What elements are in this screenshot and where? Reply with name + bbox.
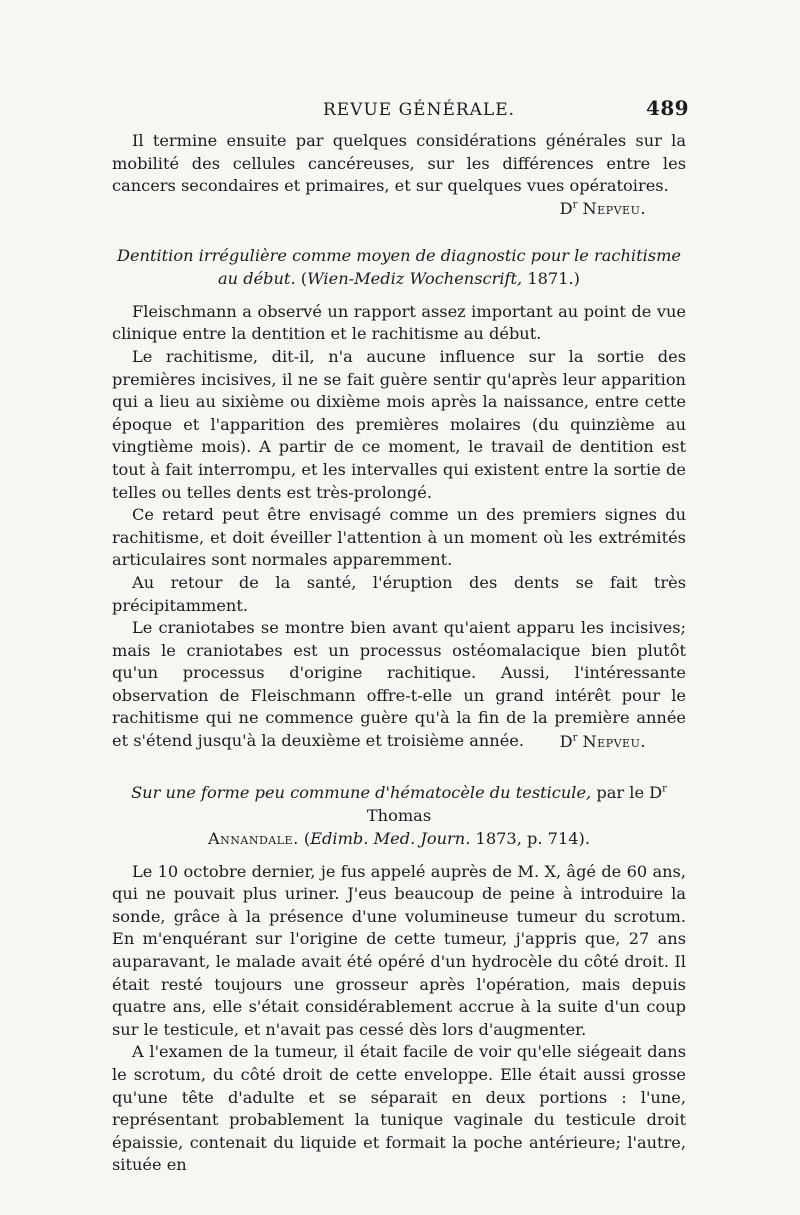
article2-title-source-open: ( (300, 268, 308, 288)
signature-prefix: D (559, 731, 573, 751)
article2-paragraph-1: Fleischmann a observé un rapport assez important au point de vue clinique entre la dentition et le rachitisme au début. (112, 301, 686, 344)
signature-name: Nepveu. (582, 731, 646, 751)
article2-paragraph-3: Ce retard peut être envisagé comme un des premiers signes du rachitisme, et doit éveiller l'attention à un moment où les extrémités articulaires sont normales apparemment. (112, 505, 686, 570)
article3-title-italic: Sur une forme peu commune d'hématocèle du testicule, (131, 782, 592, 802)
page-header (112, 96, 689, 120)
section1-paragraph: Il termine ensuite par quelques considérations générales sur la mobilité des cellules cancéreuses, sur les différences entre les cancers secondaires et primaires, et sur quelques vues opératoires. (112, 131, 686, 196)
signature-prefix: D (559, 198, 573, 218)
article2-title-line1: Dentition irrégulière comme moyen de diagnostic pour le rachitisme (116, 245, 682, 265)
article3-title-line2 (112, 827, 686, 850)
article3-title-source-rest: 1873, p. 714). (475, 828, 591, 848)
article3-title-source: Edimb. Med. Journ. (310, 828, 471, 848)
article3-paragraph-2: A l'examen de la tumeur, il était facile de voir qu'elle siégeait dans le scrotum, du côté droit de cette enveloppe. Elle était aussi grosse qu'une tête d'adulte et se séparait en deux portions : l'une, représentant probablement la tunique vaginale du testicule droit épaissie, contenait du liquide et formait la poche antérieure; l'autre, située en (112, 1042, 686, 1175)
article2-paragraph-4: Au retour de la santé, l'éruption des dents se fait très précipitamment. (112, 572, 686, 615)
article2-title-line2 (112, 267, 686, 290)
article3-title-author-last: Annandale. (207, 828, 299, 848)
article3-title-sup: r (662, 783, 667, 795)
article2-title (112, 244, 686, 290)
page-number: 489 (646, 96, 689, 120)
article3-title-by: par le D (596, 782, 663, 802)
signature-sup: r (572, 732, 578, 744)
article3-title-source-open: ( (303, 828, 311, 848)
article2-paragraph-2: Le rachitisme, dit-il, n'a aucune influence sur la sortie des premières incisives, il ne se fait guère sentir qu'après leur apparition qui a lieu au sixième ou dixième mois après la naissance, entre cette époque et l'apparition des premières molaires (du quinzième au vingtième mois). A partir de ce moment, le travail de dentition est tout à fait interrompu, et les intervalles qui existent entre la sortie de telles ou telles dents est très-prolongé. (112, 346, 686, 502)
article2-title-source: Wien-Mediz Wochenscrift, (307, 268, 523, 288)
article3-paragraph-1: Le 10 octobre dernier, je fus appelé auprès de M. X, âgé de 60 ans, qui ne pouvait plus uriner. J'eus beaucoup de peine à introduire la sonde, grâce à la présence d'une volumineuse tumeur du scrotum. En m'enquérant sur l'origine de cette tumeur, j'appris que, 27 ans auparavant, le malade avait été opéré d'un hydrocèle du côté droit. Il était resté toujours une grosseur après l'opération, mais depuis quatre ans, elle s'était considérablement accrue à la suite d'un coup sur le testicule, et n'avait pas cessé dès lors d'augmenter. (112, 861, 686, 1039)
section1-signature (112, 198, 686, 220)
article3-title-line1 (112, 781, 686, 827)
article3-title-author-first: Thomas (366, 805, 432, 825)
article3-title (112, 781, 686, 850)
article2-title-year: 1871.) (527, 268, 580, 288)
document-page (112, 96, 689, 1177)
article2-title-line2-start: au début. (217, 268, 296, 288)
signature-sup: r (572, 199, 578, 211)
running-title: REVUE GÉNÉRALE. (322, 100, 516, 120)
article2-paragraph-5: Le craniotabes se montre bien avant qu'aient apparu les incisives; mais le craniotabes est un processus ostéomalacique bien plutôt qu'un processus d'origine rachitique. Aussi, l'intéressante observation de Fleischmann offre-t-elle un grand intérêt pour le rachitisme qui ne commence guère qu'à la fin de la première année et s'étend jusqu'à la deuxième et troisième année. (112, 618, 686, 751)
signature-name: Nepveu. (582, 198, 646, 218)
